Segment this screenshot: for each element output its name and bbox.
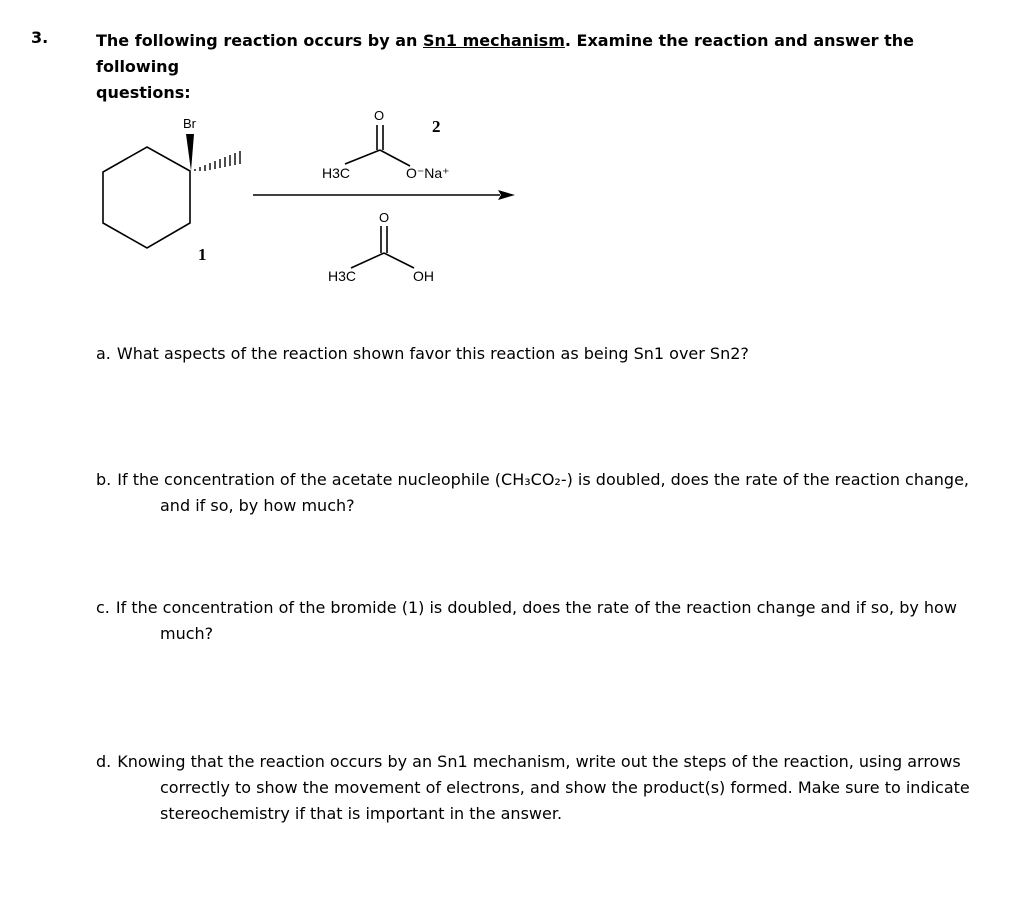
acetate-counterion: O⁻Na⁺ [406,165,450,181]
question-c-line2: much? [160,624,214,643]
question-d-line2: correctly to show the movement of electrons, and show the product(s) formed. Make sure to indicate [160,778,970,797]
reaction-scheme [0,100,620,300]
question-d-line3: stereochemistry if that is important in the answer. [160,804,563,823]
acid-methyl: H3C [328,268,357,284]
question-a [96,341,749,367]
question-b [96,467,976,519]
question-number: 3. [31,28,49,47]
question-b-label: b. [96,470,112,489]
arrow-head [498,190,515,200]
acetate-methyl: H3C [322,165,351,181]
hashed-bond [195,151,240,171]
acetate-carbonyl-o: O [374,108,385,123]
compound-1-label: 1 [198,245,207,264]
header-text-part2: . Examine the reaction and answer the following [96,31,915,76]
question-c-label: c. [96,598,110,617]
acid-oh: OH [413,268,434,284]
question-a-label: a. [96,344,111,363]
question-a-text: What aspects of the reaction shown favor this reaction as being Sn1 over Sn2? [116,344,749,363]
cyclohexane-ring [103,147,190,248]
question-b-line2: and if so, by how much? [160,496,355,515]
acid-carbonyl-o: O [379,210,390,225]
question-d-label: d. [96,752,112,771]
question-b-line1: If the concentration of the acetate nucleophile (CH₃CO₂-) is doubled, does the rate of the reaction change, [117,470,970,489]
question-d-line1: Knowing that the reaction occurs by an Sn1 mechanism, write out the steps of the reaction, using arrows [117,752,961,771]
header-text-part3: questions: [96,83,191,102]
question-c [96,595,976,647]
acetic-acid-bonds [351,226,414,268]
wedge-bond [186,134,194,171]
acetate-bonds [345,125,410,166]
mechanism-term: Sn1 mechanism [422,31,565,50]
compound-2-label: 2 [432,117,441,136]
question-header [96,28,926,106]
bromine-label: Br [183,116,196,131]
header-text-part1: The following reaction occurs by an [96,31,423,50]
question-d [96,749,996,827]
question-c-line1: If the concentration of the bromide (1) is doubled, does the rate of the reaction change and if so, by how [115,598,957,617]
